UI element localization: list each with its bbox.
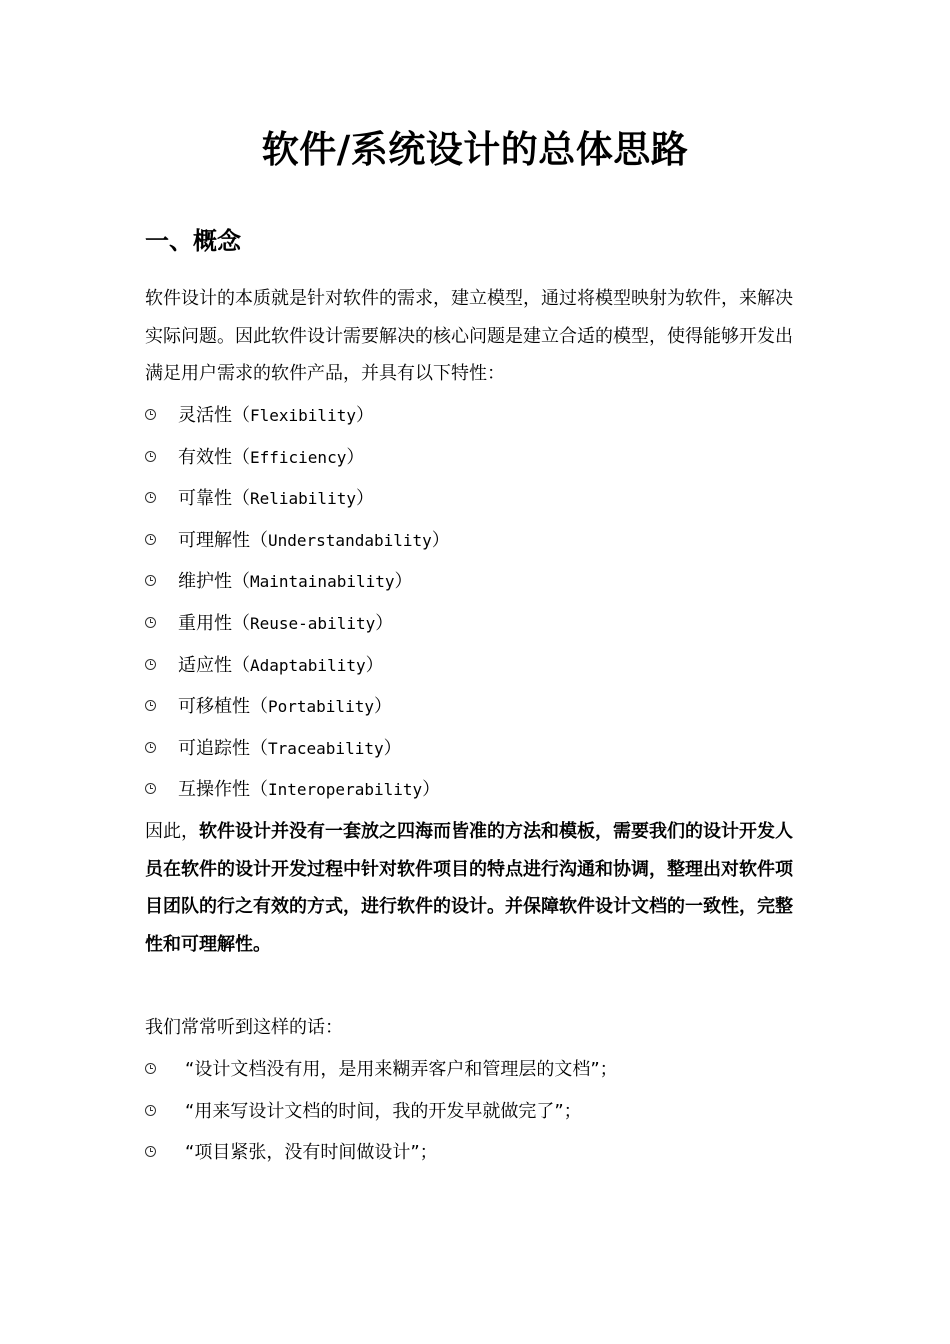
feature-name: 互操作性 <box>178 779 250 801</box>
feature-open-paren: （ <box>232 654 250 676</box>
quote-text: “用来写设计文档的时间，我的开发早就做完了”； <box>185 1100 582 1122</box>
feature-text <box>178 769 440 811</box>
clock-icon <box>145 492 156 503</box>
feature-english: Traceability <box>268 738 384 758</box>
feature-close-paren: ） <box>394 571 413 593</box>
section-heading: 一、概念 <box>145 227 241 255</box>
feature-text <box>178 645 384 687</box>
feature-close-paren: ） <box>373 696 392 718</box>
feature-open-paren: （ <box>232 446 250 468</box>
feature-name: 重用性 <box>178 612 232 634</box>
feature-open-paren: （ <box>232 612 250 634</box>
feature-close-paren: ） <box>383 737 402 759</box>
feature-english: Reuse-ability <box>250 613 376 633</box>
feature-close-paren: ） <box>375 612 394 634</box>
quote-list <box>145 1049 805 1174</box>
list-item <box>145 728 805 770</box>
feature-open-paren: （ <box>250 779 268 801</box>
feature-close-paren: ） <box>422 779 441 801</box>
list-item <box>145 1091 805 1133</box>
intro-paragraph: 软件设计的本质就是针对软件的需求，建立模型，通过将模型映射为软件，来解决实际问题。因此软件设计需要解决的核心问题是建立合适的模型，使得能够开发出满足用户需求的软件产品，并具有以下特性： <box>145 288 793 384</box>
feature-text <box>178 478 374 520</box>
list-item <box>145 437 805 479</box>
document-title: 软件/系统设计的总体思路 <box>261 128 689 171</box>
feature-name: 可靠性 <box>178 488 232 510</box>
feature-name: 适应性 <box>178 654 232 676</box>
quote-text: “设计文档没有用，是用来糊弄客户和管理层的文档”； <box>185 1059 618 1080</box>
feature-close-paren: ） <box>431 529 450 551</box>
clock-icon <box>145 659 156 670</box>
feature-open-paren: （ <box>250 529 268 551</box>
feature-english: Understandability <box>268 530 432 550</box>
list-item <box>145 769 805 811</box>
clock-icon <box>145 1063 156 1074</box>
list-item <box>145 395 805 437</box>
conclusion-bold-text: 软件设计并没有一套放之四海而皆准的方法和模板，需要我们的设计开发人员在软件的设计开发过程中针对软件项目的特点进行沟通和协调，整理出对软件项目团队的行之有效的方式，进行软件的设计。并保障软件设计文档的一致性，完整性和可理解性。 <box>145 821 793 955</box>
feature-open-paren: （ <box>232 488 250 510</box>
clock-icon <box>145 742 156 753</box>
feature-open-paren: （ <box>232 405 250 426</box>
clock-icon <box>145 783 156 794</box>
feature-english: Reliability <box>250 489 356 509</box>
feature-text <box>178 437 364 479</box>
feature-name: 有效性 <box>178 446 232 468</box>
feature-name: 灵活性 <box>178 405 232 426</box>
feature-list <box>145 395 805 811</box>
feature-name: 可追踪性 <box>178 737 250 759</box>
feature-close-paren: ） <box>355 405 374 426</box>
feature-english: Flexibility <box>250 406 356 425</box>
clock-icon <box>145 409 156 420</box>
list-item <box>145 1049 805 1091</box>
feature-english: Efficiency <box>250 447 347 467</box>
quote-text: “项目紧张，没有时间做设计”； <box>185 1142 438 1164</box>
feature-open-paren: （ <box>250 696 268 718</box>
feature-close-paren: ） <box>365 654 384 676</box>
feature-text <box>178 561 413 603</box>
feature-english: Adaptability <box>250 655 366 675</box>
list-item <box>145 561 805 603</box>
conclusion-prefix: 因此， <box>145 821 199 842</box>
list-item <box>145 520 805 562</box>
clock-icon <box>145 1146 156 1157</box>
clock-icon <box>145 575 156 586</box>
quotes-lead: 我们常常听到这样的话： <box>145 1017 343 1038</box>
clock-icon <box>145 617 156 628</box>
feature-name: 可移植性 <box>178 696 250 718</box>
feature-text <box>178 686 392 728</box>
clock-icon <box>145 1105 156 1116</box>
conclusion-paragraph <box>145 813 800 963</box>
feature-text <box>178 603 393 645</box>
feature-close-paren: ） <box>346 446 365 468</box>
feature-text <box>178 520 450 562</box>
feature-english: Interoperability <box>268 780 423 800</box>
feature-open-paren: （ <box>250 737 268 759</box>
clock-icon <box>145 451 156 462</box>
list-item <box>145 478 805 520</box>
list-item <box>145 1132 805 1174</box>
feature-open-paren: （ <box>232 571 250 593</box>
clock-icon <box>145 534 156 545</box>
clock-icon <box>145 700 156 711</box>
feature-text <box>178 395 374 437</box>
feature-text <box>178 728 402 770</box>
feature-english: Maintainability <box>250 572 395 592</box>
list-item <box>145 603 805 645</box>
feature-name: 维护性 <box>178 571 232 593</box>
list-item <box>145 686 805 728</box>
feature-close-paren: ） <box>355 488 374 510</box>
list-item <box>145 645 805 687</box>
feature-name: 可理解性 <box>178 529 250 551</box>
feature-english: Portability <box>268 697 374 717</box>
